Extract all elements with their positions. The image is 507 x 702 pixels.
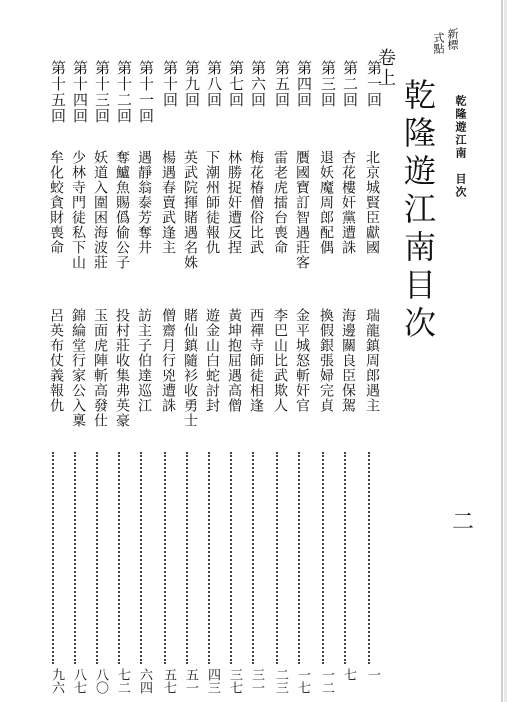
chapter-page: 一: [365, 668, 380, 681]
chapter-page: 一七: [295, 668, 310, 694]
label-new-standard: 新標: [446, 28, 459, 50]
chapter-title: 楊遇春賣武逢主: [160, 150, 176, 255]
leader-dots: [298, 452, 300, 664]
chapter-title: 退妖魔周郎配偶: [318, 150, 334, 255]
chapter-page: 七: [341, 668, 356, 681]
chapter-title: 杏花樓奸黨遭誅: [340, 150, 356, 255]
chapter-subtitle: 投村莊收集弗英豪: [114, 308, 130, 428]
chapter-title: 北京城賢臣獻國: [364, 150, 380, 255]
leader-dots: [322, 452, 324, 664]
chapter-page: 六四: [137, 668, 152, 694]
chapter-number: 第八回: [205, 60, 223, 108]
chapter-page: 八〇: [93, 668, 108, 694]
chapter-number: 第十一回: [137, 60, 155, 124]
leader-dots: [208, 452, 210, 664]
chapter-page: 五一: [183, 668, 198, 694]
chapter-subtitle: 黃坤抱屈遇高僧: [226, 308, 242, 413]
chapter-title: 梅花椿僧俗比武: [248, 150, 264, 255]
chapter-subtitle: 呂英布仗義報仇: [48, 308, 64, 413]
chapter-page: 二三: [273, 668, 288, 694]
chapter-page: 九六: [49, 668, 64, 694]
chapter-number: 第三回: [319, 60, 337, 108]
chapter-title: 遇靜翁泰芳奪井: [136, 150, 152, 255]
chapter-subtitle: 西禪寺師徒相逢: [248, 308, 264, 413]
chapter-subtitle: 瑞龍鎮周郎遇主: [364, 308, 380, 413]
leader-dots: [74, 452, 76, 664]
chapter-number: 第十二回: [115, 60, 133, 124]
chapter-title: 牟化蛟貪財喪命: [48, 150, 64, 255]
chapter-page: 四三: [205, 668, 220, 694]
chapter-page: 八七: [71, 668, 86, 694]
leader-dots: [118, 452, 120, 664]
chapter-subtitle: 賭仙鎮隨衫收勇士: [182, 308, 198, 428]
leader-dots: [186, 452, 188, 664]
leader-dots: [164, 452, 166, 664]
page-edge-shadow: [501, 0, 503, 702]
chapter-title: 妖道入圍困海波莊: [92, 150, 108, 270]
chapter-title: 奪鱸魚賜僞偷公子: [114, 150, 130, 270]
chapter-title: 少林寺門徒私下山: [70, 150, 86, 270]
page-number: 二: [452, 510, 477, 535]
chapter-subtitle: 換假銀張婦完貞: [318, 308, 334, 413]
chapter-number: 第五回: [273, 60, 291, 108]
chapter-title: 下潮州師徒報仇: [204, 150, 220, 255]
chapter-number: 第七回: [227, 60, 245, 108]
chapter-page: 三七: [227, 668, 242, 694]
chapter-number: 第十四回: [71, 60, 89, 124]
leader-dots: [52, 452, 54, 664]
chapter-subtitle: 遊金山白蛇討封: [204, 308, 220, 413]
chapter-subtitle: 僧齋月行兇遭誅: [160, 308, 176, 413]
chapter-number: 第九回: [183, 60, 201, 108]
chapter-number: 第二回: [341, 60, 359, 108]
leader-dots: [230, 452, 232, 664]
leader-dots: [368, 452, 370, 664]
chapter-page: 七二: [115, 668, 130, 694]
chapter-subtitle: 金平城怒斬奸官: [294, 308, 310, 413]
chapter-number: 第十回: [161, 60, 179, 108]
chapter-subtitle: 海邊關良臣保駕: [340, 308, 356, 413]
chapter-subtitle: 訪主子伯達巡江: [136, 308, 152, 413]
chapter-page: 一二: [319, 668, 334, 694]
chapter-page: 五七: [161, 668, 176, 694]
chapter-page: 三一: [249, 668, 264, 694]
chapter-title: 雷老虎擂台喪命: [272, 150, 288, 255]
chapter-title: 林勝捉奸遭反捏: [226, 150, 242, 255]
chapter-number: 第一回: [365, 60, 383, 108]
chapter-subtitle: 錦綸堂行家公入稟: [70, 308, 86, 428]
chapter-title: 贋國寶訂智遇莊客: [294, 150, 310, 270]
chapter-number: 第六回: [249, 60, 267, 108]
chapter-subtitle: 李巴山比武欺人: [272, 308, 288, 413]
chapter-number: 第十五回: [49, 60, 67, 124]
leader-dots: [276, 452, 278, 664]
volume-label: 卷上: [375, 48, 396, 88]
chapter-subtitle: 玉面虎陣斬高發仕: [92, 308, 108, 428]
chapter-number: 第十三回: [93, 60, 111, 124]
running-head: 乾隆遊江南 目次: [454, 95, 467, 199]
leader-dots: [344, 452, 346, 664]
chapter-number: 第四回: [295, 60, 313, 108]
page-title: 乾隆遊江南目次: [399, 78, 437, 344]
label-punctuation: 式點: [432, 32, 445, 54]
chapter-title: 英武院揮賭遇名姝: [182, 150, 198, 270]
leader-dots: [140, 452, 142, 664]
leader-dots: [96, 452, 98, 664]
leader-dots: [252, 452, 254, 664]
